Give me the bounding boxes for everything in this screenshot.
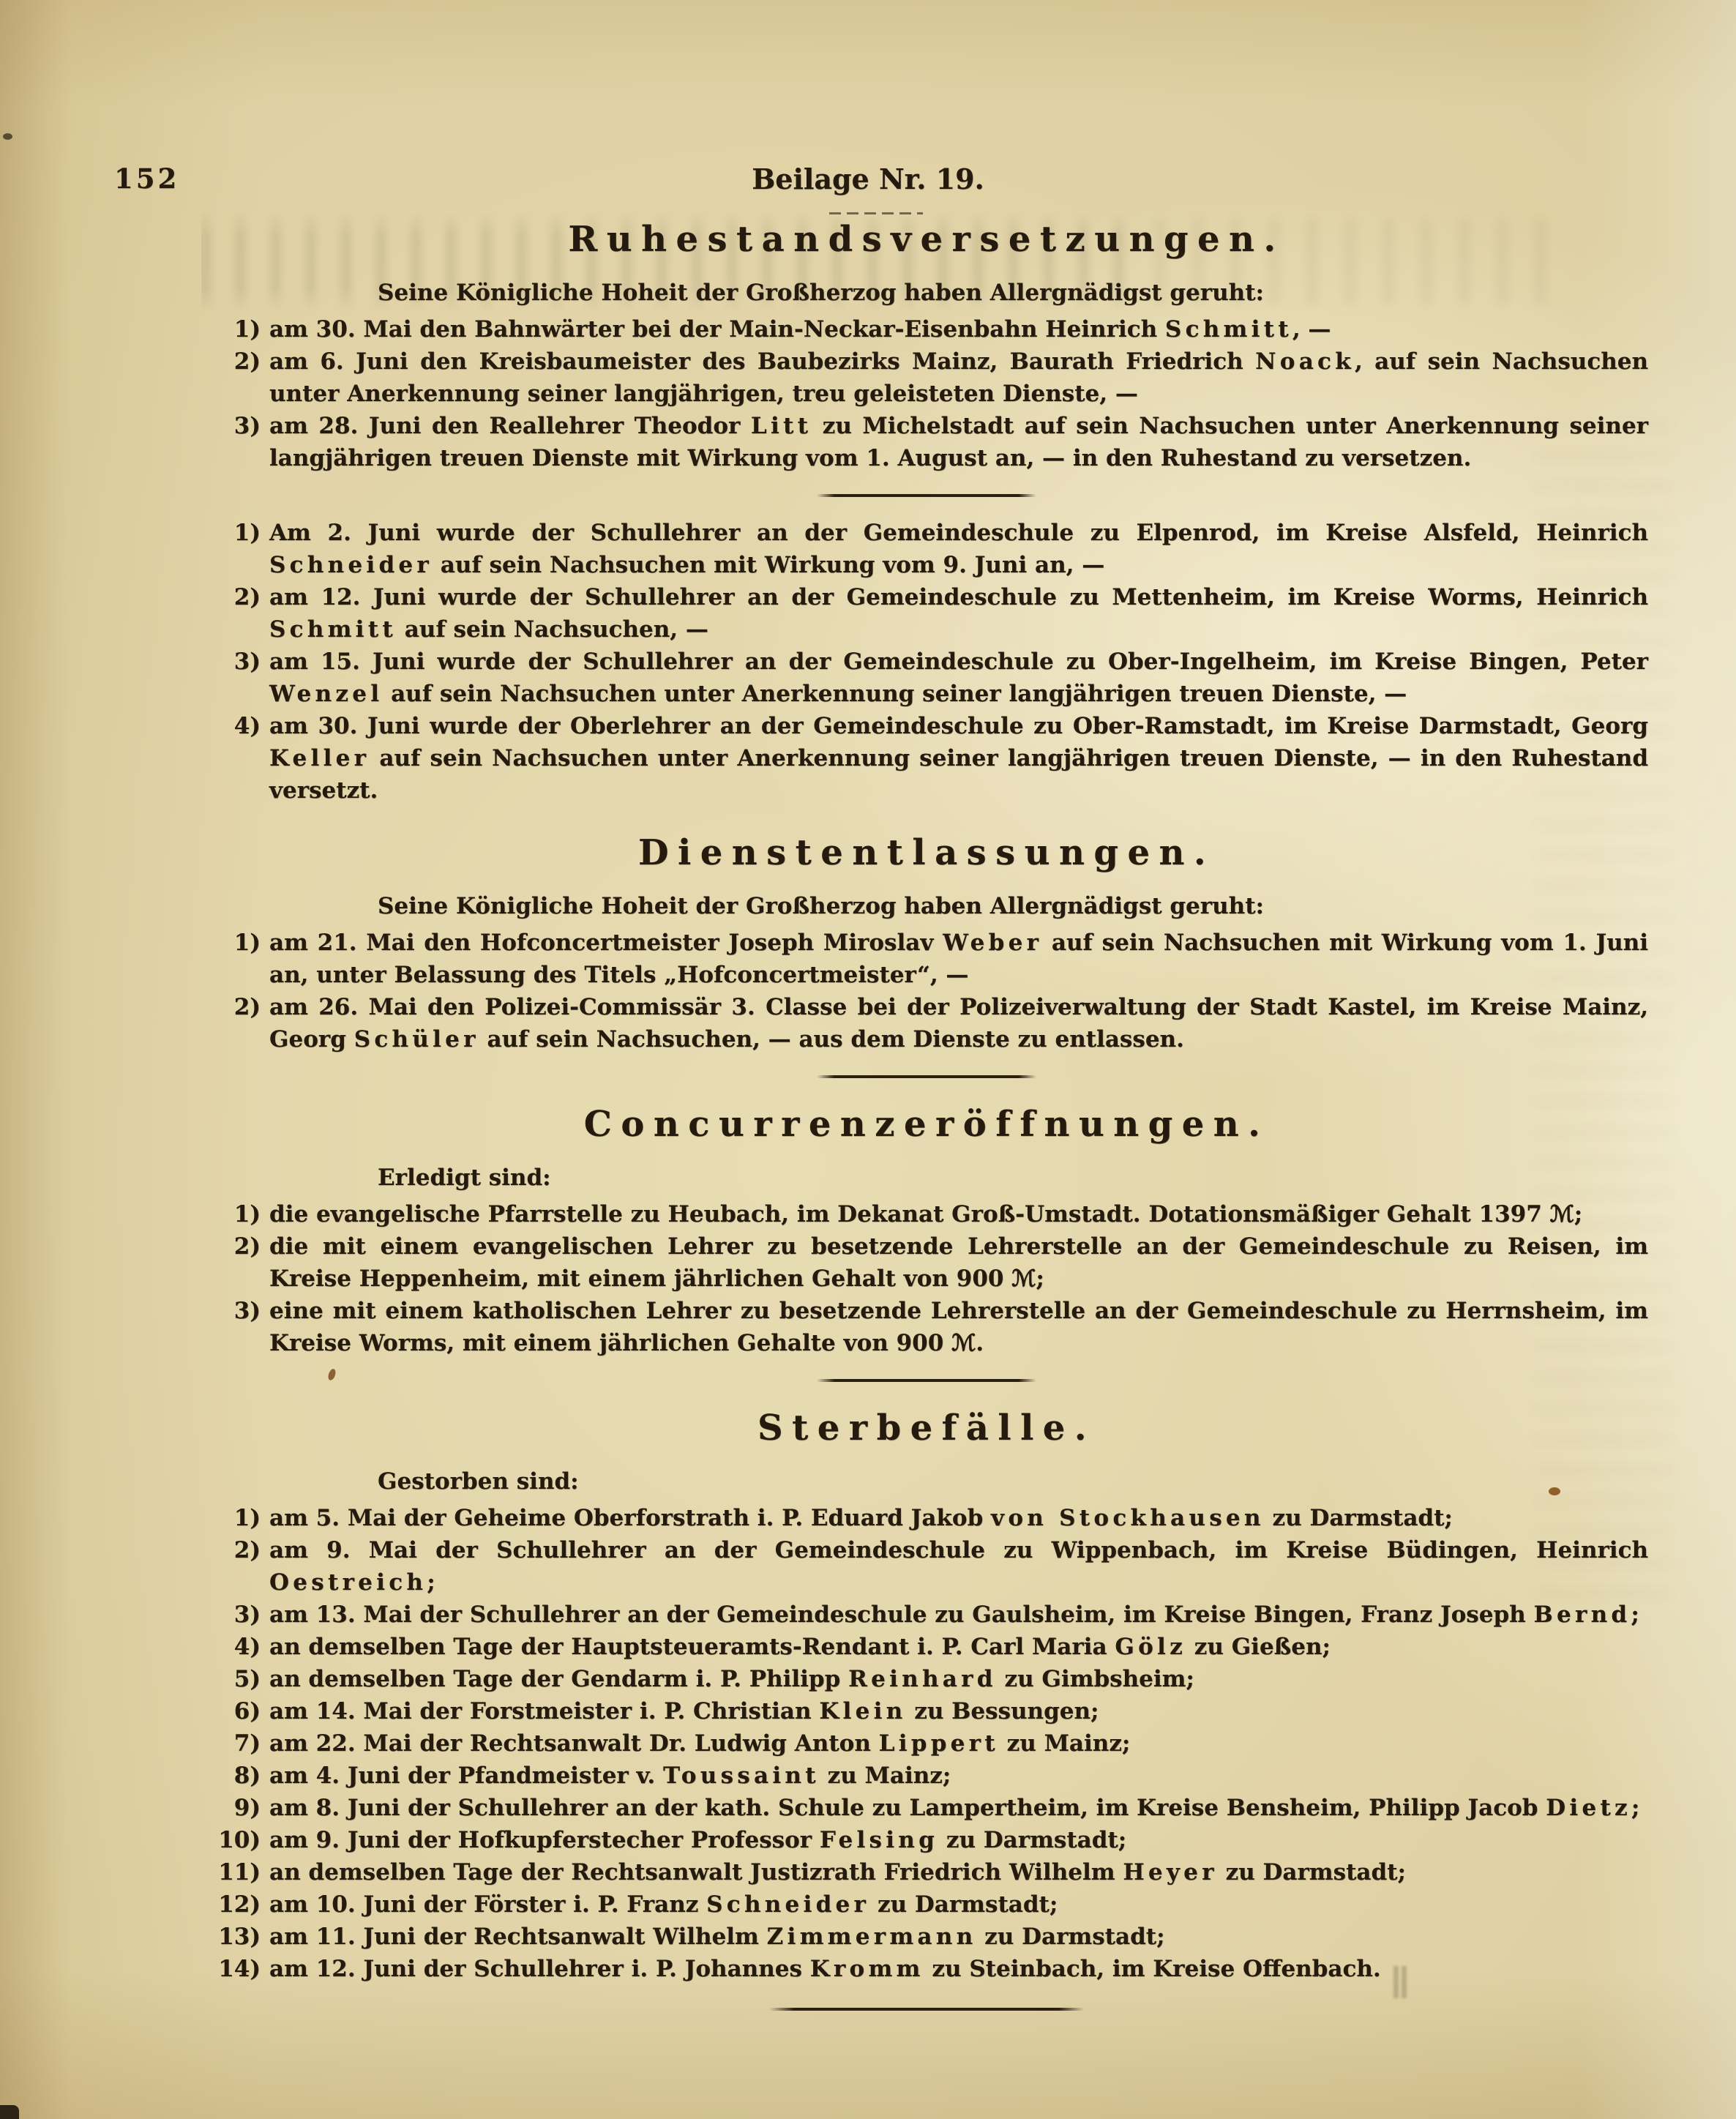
entry-text: die evangelische Pfarrstelle zu Heubach, im Dekanat Groß-Umstadt. Dotationsmäßiger Gehalt 1397 ℳ; [269,1201,1583,1227]
entry-text: am 6. Juni den Kreisbaumeister des Baubezirks Mainz, Baurath Friedrich Noack, auf sein Nachsuchen unter Anerkennung seiner langjährigen, treu geleisteten Dienste, — [269,348,1648,407]
entry-number: 1) [233,1201,261,1227]
separator-rule [817,1379,1036,1382]
separator-rule [769,2008,1084,2011]
entry-number: 2) [233,348,261,375]
entry [205,991,1648,1055]
document-body [205,220,1648,2030]
page-header: Beilage Nr. 19. [752,162,984,195]
entry-number: 2) [233,584,261,610]
entry-list [205,313,1648,474]
entry-text: die mit einem evangelischen Lehrer zu besetzende Lehrerstelle an der Gemeindeschule zu Reisen, im Kreise Heppenheim, mit einem jährlichen Gehalt von 900 ℳ; [269,1233,1648,1292]
entry-number: 3) [233,413,261,439]
entry [205,1727,1648,1760]
entry-number: 10) [218,1827,261,1853]
entry [205,1792,1648,1824]
entry-text: an demselben Tage der Rechtsanwalt Justizrath Friedrich Wilhelm Heyer zu Darmstadt; [269,1859,1406,1886]
entry-text: am 5. Mai der Geheime Oberforstrath i. P. Eduard Jakob von Stockhausen zu Darmstadt; [269,1505,1453,1531]
entry-text: am 21. Mai den Hofconcertmeister Joseph Miroslav Weber auf sein Nachsuchen mit Wirkung vom 1. Juni an, unter Belassung des Titels „Hofconcertmeister“, — [269,930,1648,988]
entry-list [205,1502,1648,1985]
section-intro: Seine Königliche Hoheit der Großherzog haben Allergnädigst geruht: [378,280,1264,306]
entry-text: Am 2. Juni wurde der Schullehrer an der Gemeindeschule zu Elpenrod, im Kreise Alsfeld, Heinrich Schneider auf sein Nachsuchen mit Wirkung vom 9. Juni an, — [269,520,1648,578]
separator-rule [817,494,1036,497]
entry [205,1295,1648,1359]
section-title: Sterbefälle. [757,1408,1096,1449]
entry-list [205,517,1648,807]
entry-list [205,927,1648,1055]
entry-text: am 4. Juni der Pfandmeister v. Toussaint zu Mainz; [269,1763,951,1789]
entry-number: 9) [233,1795,261,1821]
entry [205,1198,1648,1230]
entry [205,1695,1648,1727]
entry-text: am 14. Mai der Forstmeister i. P. Christian Klein zu Bessungen; [269,1698,1099,1724]
section-title: Ruhestandsversetzungen. [568,219,1285,260]
entry-number: 5) [233,1666,261,1692]
entry-text: an demselben Tage der Gendarm i. P. Philipp Reinhard zu Gimbsheim; [269,1666,1194,1692]
entry-text: am 9. Mai der Schullehrer an der Gemeindeschule zu Wippenbach, im Kreise Büdingen, Heinrich Oestreich; [269,1537,1648,1596]
entry-text: an demselben Tage der Hauptsteueramts-Rendant i. P. Carl Maria Gölz zu Gießen; [269,1634,1331,1660]
entry-text: am 10. Juni der Förster i. P. Franz Schneider zu Darmstadt; [269,1891,1058,1918]
entry-text: am 13. Mai der Schullehrer an der Gemeindeschule zu Gaulsheim, im Kreise Bingen, Franz Joseph Bernd; [269,1602,1639,1628]
entry [205,1599,1648,1631]
entry-text: am 12. Juni wurde der Schullehrer an der Gemeindeschule zu Mettenheim, im Kreise Worms, Heinrich Schmitt auf sein Nachsuchen, — [269,584,1648,643]
entry-number: 11) [218,1859,261,1886]
entry [205,1760,1648,1792]
entry [205,1502,1648,1534]
entry-number: 4) [233,1634,261,1660]
entry-text: am 28. Juni den Reallehrer Theodor Litt zu Michelstadt auf sein Nachsuchen unter Anerkennung seiner langjährigen treuen Dienste mit Wirkung vom 1. August an, — in den Ruhestand zu versetzen. [269,413,1648,471]
page-number: 152 [114,162,180,195]
entry-text: am 8. Juni der Schullehrer an der kath. Schule zu Lampertheim, im Kreise Bensheim, Philipp Jacob Dietz; [269,1795,1640,1821]
entry-text: am 15. Juni wurde der Schullehrer an der Gemeindeschule zu Ober-Ingelheim, im Kreise Bingen, Peter Wenzel auf sein Nachsuchen unter Anerkennung seiner langjährigen treuen Dienste, — [269,649,1648,707]
entry-number: 1) [233,930,261,956]
entry-number: 1) [233,1505,261,1531]
entry-text: am 11. Juni der Rechtsanwalt Wilhelm Zimmermann zu Darmstadt; [269,1924,1165,1950]
entry [205,1953,1648,1985]
entry-text: am 30. Mai den Bahnwärter bei der Main-Neckar-Eisenbahn Heinrich Schmitt, — [269,316,1331,343]
entry-text: am 30. Juni wurde der Oberlehrer an der Gemeindeschule zu Ober-Ramstadt, im Kreise Darmstadt, Georg Keller auf sein Nachsuchen unter Anerkennung seiner langjährigen treuen Dienste, — in den Ruhestand versetzt. [269,713,1648,804]
section-title: Concurrenzeröffnungen. [583,1104,1270,1145]
paper-speck [3,133,12,140]
entry [205,517,1648,581]
entry-number: 1) [233,316,261,343]
entry [205,1921,1648,1953]
entry [205,410,1648,474]
entry-number: 6) [233,1698,261,1724]
entry-number: 2) [233,1537,261,1563]
entry-number: 13) [218,1924,261,1950]
entry [205,1534,1648,1599]
entry [205,1663,1648,1695]
entry [205,1856,1648,1888]
entry [205,313,1648,345]
entry [205,710,1648,807]
entry-number: 3) [233,649,261,675]
entry [205,1631,1648,1663]
entry-number: 4) [233,713,261,739]
entry [205,927,1648,991]
entry-number: 8) [233,1763,261,1789]
entry-text: eine mit einem katholischen Lehrer zu besetzende Lehrerstelle an der Gemeindeschule zu Herrnsheim, im Kreise Worms, mit einem jährlichen Gehalte von 900 ℳ. [269,1298,1648,1356]
entry-number: 3) [233,1298,261,1324]
entry-number: 2) [233,1233,261,1260]
entry-text: am 12. Juni der Schullehrer i. P. Johannes Kromm zu Steinbach, im Kreise Offenbach. [269,1956,1381,1982]
entry-text: am 9. Juni der Hofkupferstecher Professor Felsing zu Darmstadt; [269,1827,1127,1853]
entry [205,581,1648,646]
entry-number: 3) [233,1602,261,1628]
section-intro: Seine Königliche Hoheit der Großherzog haben Allergnädigst geruht: [378,893,1264,919]
entry [205,1230,1648,1295]
entry-number: 2) [233,994,261,1020]
paper-corner-mark [0,2105,19,2119]
section-intro: Gestorben sind: [378,1468,579,1495]
entry [205,1824,1648,1856]
entry-text: am 22. Mai der Rechtsanwalt Dr. Ludwig Anton Lippert zu Mainz; [269,1730,1131,1757]
entry-list [205,1198,1648,1359]
section-title: Dienstentlassungen. [637,832,1216,873]
entry [205,1888,1648,1921]
entry-number: 14) [218,1956,261,1982]
section-intro: Erledigt sind: [378,1165,551,1191]
entry-number: 7) [233,1730,261,1757]
entry-number: 12) [218,1891,261,1918]
entry-number: 1) [233,520,261,546]
separator-rule [817,1075,1036,1078]
entry-text: am 26. Mai den Polizei-Commissär 3. Classe bei der Polizeiverwaltung der Stadt Kastel, im Kreise Mainz, Georg Schüler auf sein Nachsuchen, — aus dem Dienste zu entlassen. [269,994,1648,1053]
entry [205,345,1648,410]
header-rule [829,212,923,214]
entry [205,646,1648,710]
